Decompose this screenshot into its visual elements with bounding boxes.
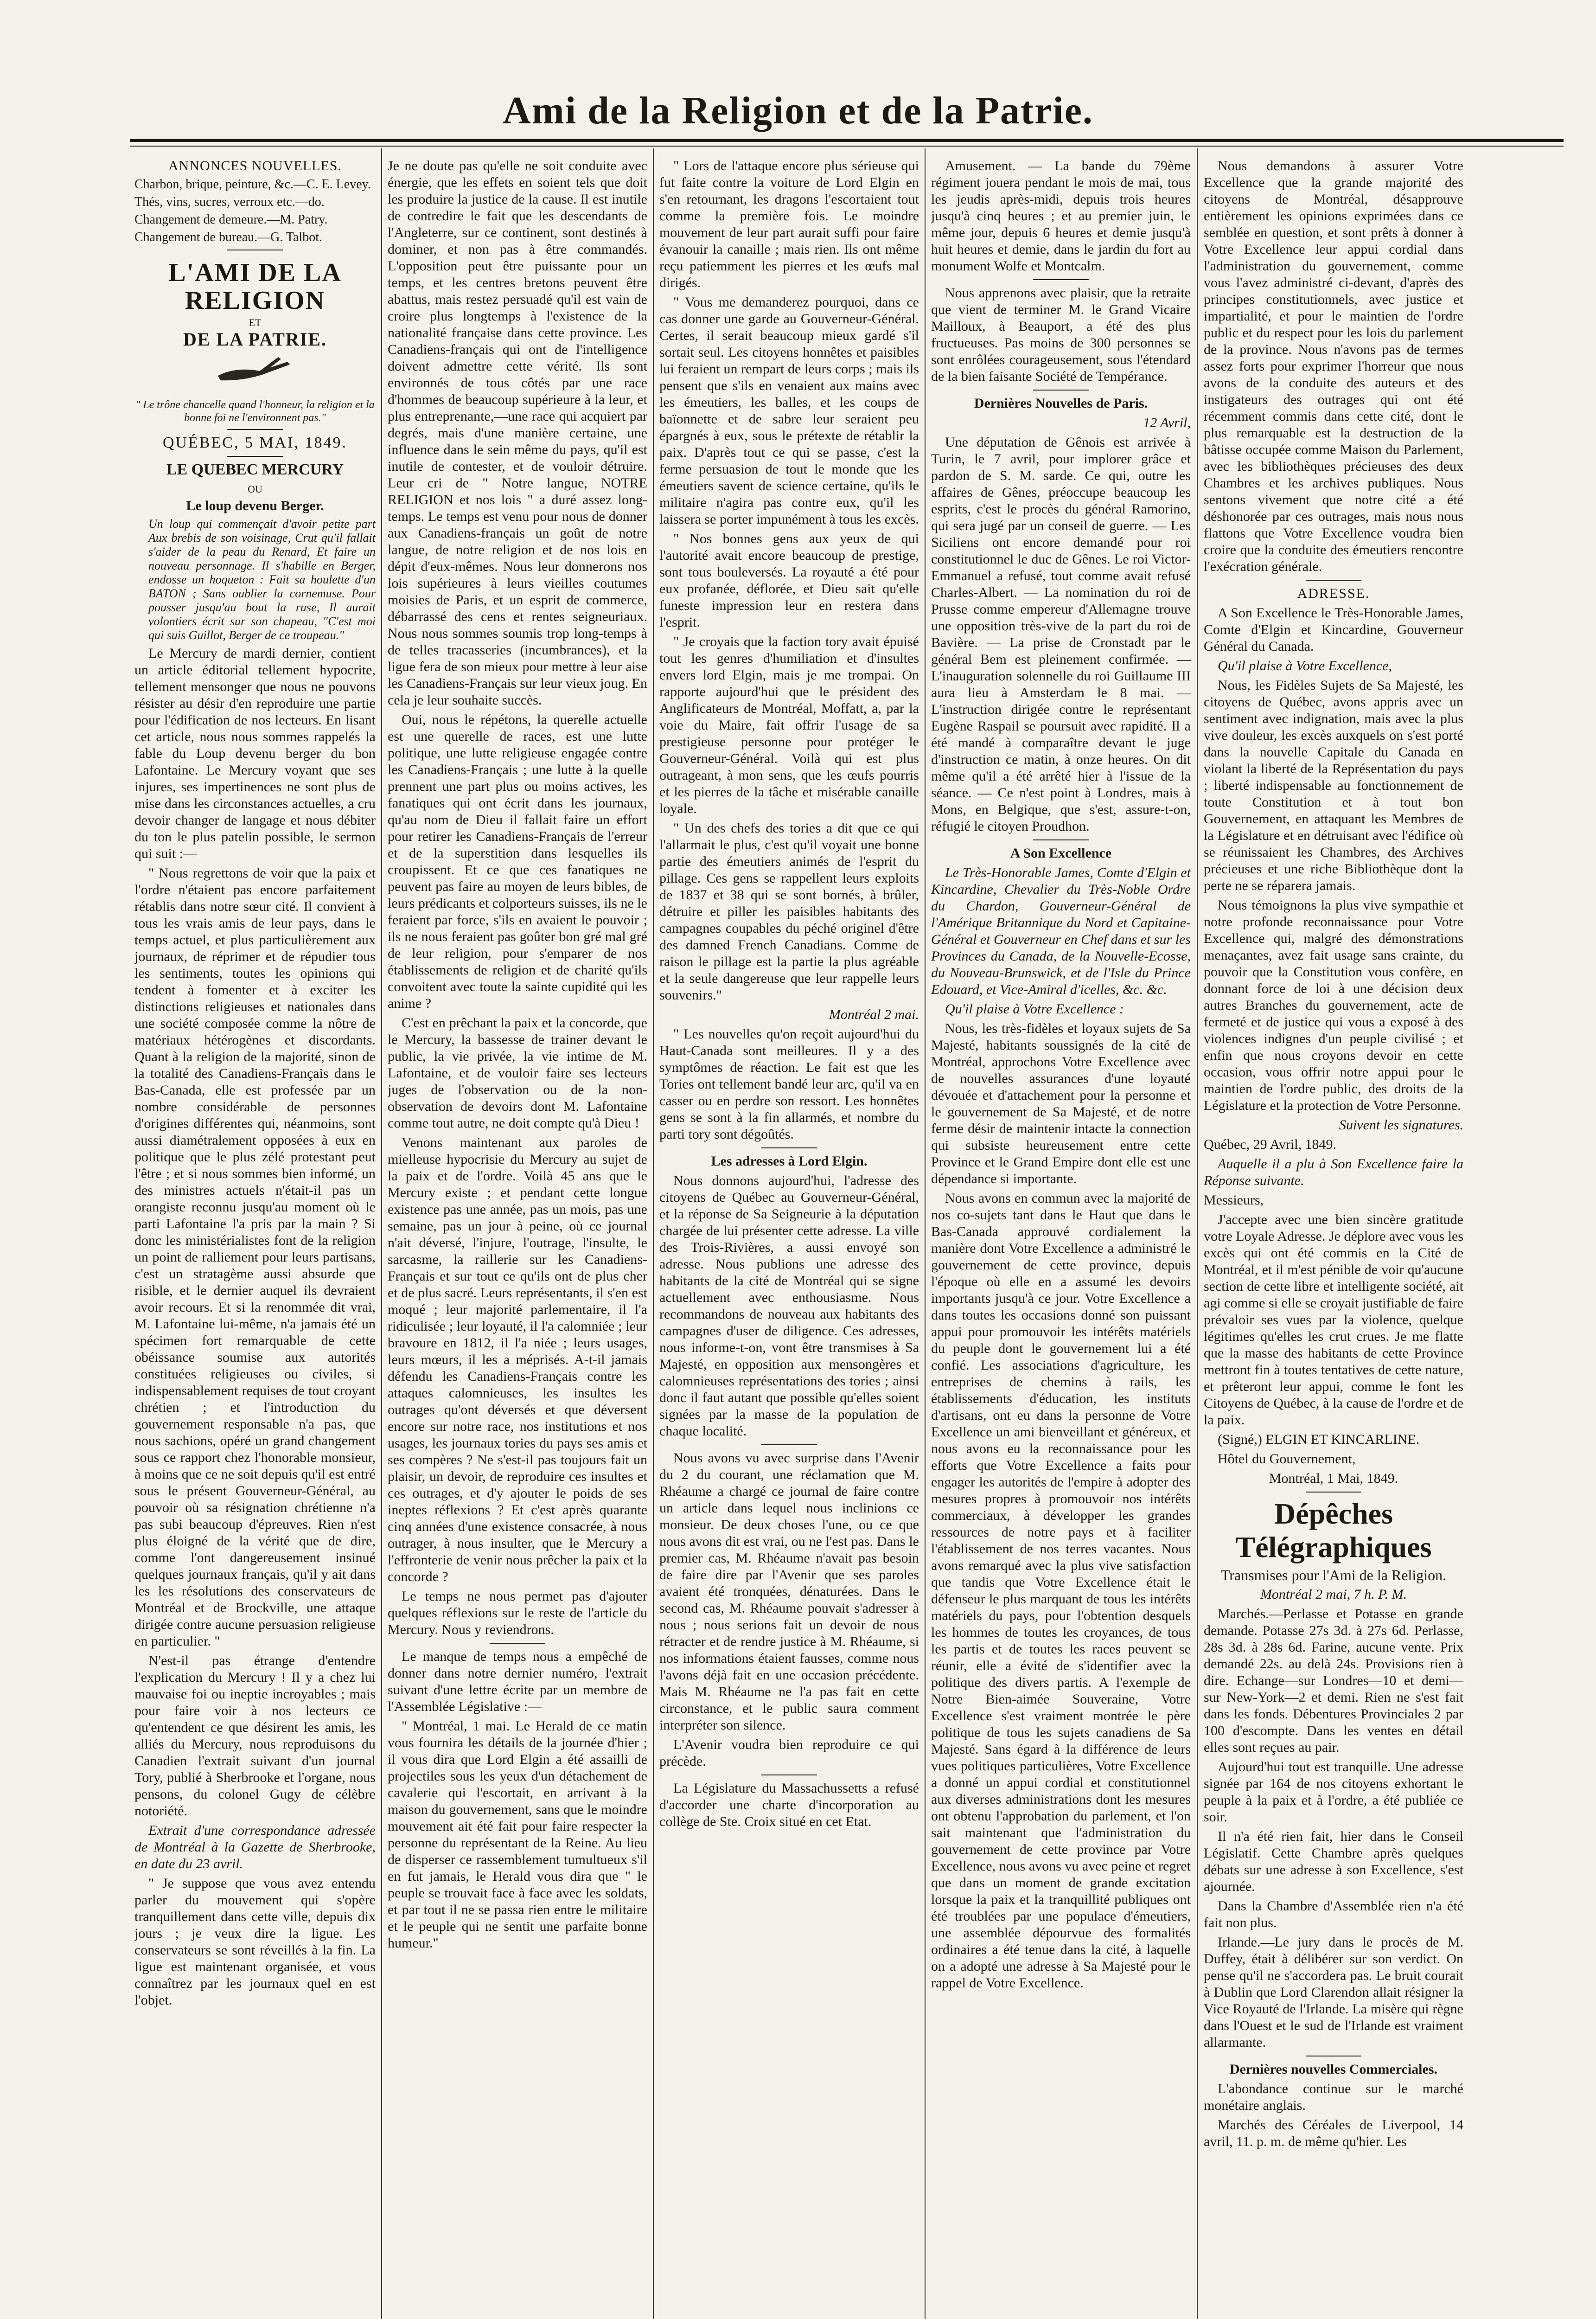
divider bbox=[227, 429, 283, 430]
paragraph: C'est en prêchant la paix et la concorde, que le Mercury, la bassesse de trainer devant le public, la vie privée, la vie intime de M. Lafontaine, et de vouloir faire ses lecteurs juges de l'observation ou de la non-observation de devoirs dont M. Lafontaine comme tout autre, ne doit compte qu'à Dieu ! bbox=[388, 1015, 647, 1131]
nameplate-et: ET bbox=[249, 317, 262, 328]
paragraph: L'Avenir voudra bien reproduire ce qui précède. bbox=[659, 1737, 919, 1769]
depeches-title: Dépêches Télégraphiques bbox=[1235, 1497, 1432, 1563]
fable-poem: Un loup qui commençait d'avoir petite part Aux brebis de son voisinage, Crut qu'il fallait s'aider de la peau du Renard, Et faire un nouveau personnage. Il s'habille en Berger, endosse un hoqueton : Fait sa houlette d'un BATON ; Sans oublier la cornemuse. Pour pousser jusqu'au bout la ruse, Il aurait volontiers écrit sur son chapeau, "C'est moi qui suis Guillot, Berger de ce troupeau." bbox=[148, 517, 376, 642]
reponse-text: J'accepte avec une bien sincère gratitude votre Loyale Adresse. Je déplore avec vous les excès qui ont été commis en la Cité de Montréal, et il m'est pénible de voir qu'aucune section de cette libre et intelligente société, ait agi comme si elle se croyait justifiable de faire prévaloir ses vues par la violence, quelque légitimes qu'elles les crut crues. Je me flatte que la masse des habitants de cette Province mettront fin à toutes tentatives de cette nature, et prêteront leur appui, comme le font les Citoyens de Québec, à la cause de l'ordre et de la paix. bbox=[1204, 1212, 1463, 1428]
column-3 bbox=[659, 158, 919, 2319]
amusement-notice: Amusement. — La bande du 79ème régiment jouera pendant le mois de mai, tous les jeudis après-midi, depuis trois heures jusqu'à cinq heures ; et au premier juin, le même jour, depuis 6 heures et demie jusqu'à huit heures et demie, dans le jardin du fort au monument Wolfe et Montcalm. bbox=[931, 158, 1191, 274]
paragraph: Oui, nous le répétons, la querelle actuelle est une querelle de races, est une lutte politique, une lutte religieuse engagée contre les Canadiens-Français ; une lutte à la quelle prennent une part plus ou moins actives, les fanatiques qui ont écrit dans les journaux, qu'au nom de Dieu il fallait faire un effort pour retirer les Canadiens-Français de l'erreur et de la superstition dans lesquelles ils croupissent. Et ce que ces fanatiques ne peuvent pas faire au moyen de leurs bibles, de leurs prédicants et colporteurs suisses, ils ne le feraient par force, s'ils en avaient le pouvoir ; ils ne nous feraient pas goûter bon gré mal gré de leur religion, pour s'emparer de nos établissements de religion et de charité qu'ils convoitent avec toute la sainte cupidité qui les anime ? bbox=[388, 712, 647, 1011]
reponse-messieurs: Messieurs, bbox=[1204, 1192, 1264, 1208]
divider bbox=[1306, 1492, 1361, 1493]
column-divider bbox=[925, 148, 926, 2319]
paragraph: Nous donnons aujourd'hui, l'adresse des citoyens de Québec au Gouverneur-Général, et la réponse de Sa Seigneurie à la députation chargée de lui présenter cette adresse. La ville des Trois-Rivières, a aussi envoyé son adresse. Nous publions une adresse des habitants de la cité de Montréal qui se signe actuellement avec enthousiasme. Nous recommandons de nouveau aux habitants des campagnes d'user de diligence. Ces adresses, nous informe-t-on, vont être transmises à Sa Majesté, en opposition aux mensongères et calomnieuses représentations des tories ; ainsi donc il faut autant que possible qu'elles soient signées par la masse de la population de chaque localité. bbox=[659, 1173, 919, 1439]
paragraph: " Nos bonnes gens aux yeux de qui l'autorité avait encore beaucoup de prestige, sont tous bouleversés. La royauté a été pour eux profanée, déflorée, et Dieu sait qu'elle funeste impression leur en restera dans l'esprit. bbox=[659, 531, 919, 630]
signature: (Signé,) ELGIN ET KINCARLINE. bbox=[1218, 1432, 1420, 1447]
paragraph: La Législature du Massachussetts a refusé d'accorder une charte d'incorporation au collège de Ste. Croix situé en cet Etat. bbox=[659, 1781, 919, 1829]
paragraph: Nous, les très-fidèles et loyaux sujets de Sa Majesté, habitants soussignés de la cité de Montréal, approchons Votre Excellence avec de nouvelles assurances d'une loyauté dévouée et d'attachement pour la personne et le gouvernement de Sa Majesté, et de notre ferme désir de maintenir intacte la connection qui subsiste heureusement entre cette Province et le Grand Empire dont elle est une dépendance si importante. bbox=[931, 1021, 1191, 1186]
column-divider bbox=[381, 148, 382, 2319]
column-2 bbox=[388, 158, 647, 2319]
masthead-title: Ami de la Religion et de la Patrie. bbox=[503, 89, 1093, 132]
depeches-subtitle: Transmises pour l'Ami de la Religion. bbox=[1220, 1567, 1447, 1583]
excellence-address: Le Très-Honorable James, Comte d'Elgin et Kincardine, Chevalier du Très-Noble Ordre du Chardon, Gouverneur-Général de l'Amérique Britannique du Nord et Capitaine-Général et Gouverneur en Chef dans et sur les Provinces du Canada, de la Nouvelle-Ecosse, du Nouveau-Brunswick, et de l'Isle du Prince Edouard, et Vice-Amiral d'icelles, &c. &c. bbox=[931, 865, 1191, 997]
signature-date: Montréal, 1 Mai, 1849. bbox=[1269, 1471, 1398, 1486]
adresse-suivent: Suivent les signatures. bbox=[1339, 1117, 1463, 1133]
paragraph: Aujourd'hui tout est tranquille. Une adresse signée par 164 de nos citoyens exhortant le peuple à la paix et à l'ordre, a été publiée ce soir. bbox=[1204, 1759, 1463, 1825]
paragraph: " Je suppose que vous avez entendu parler du mouvement qui s'opère tranquillement dans cette ville, depuis dix jours ; je veux dire la ligue. Les conservateurs se sont réveillés à la fin. La ligue est maintenant organisée, et vous connaîtrez par les journaux quel en est l'objet. bbox=[134, 1876, 376, 2008]
divider bbox=[761, 1774, 817, 1775]
motto: " Le trône chancelle quand l'honneur, la religion et la bonne foi ne l'environnent pas." bbox=[135, 399, 375, 424]
adresse-to: A Son Excellence le Très-Honorable James, Comte d'Elgin et Kincardine, Gouverneur Général du Canada. bbox=[1204, 605, 1463, 654]
issue-date: QUÉBEC, 5 MAI, 1849. bbox=[162, 434, 348, 451]
divider bbox=[1306, 580, 1361, 581]
reponse-intro: Auquelle il a plu à Son Excellence faire la Réponse suivante. bbox=[1204, 1156, 1463, 1188]
paragraph: Il n'a été rien fait, hier dans le Conseil Législatif. Cette Chambre après quelques débats sur une adresse à son Excellence, s'est ajournée. bbox=[1204, 1829, 1463, 1894]
paragraph: " Les nouvelles qu'on reçoit aujourd'hui du Haut-Canada sont meilleures. Il y a des symptômes de réaction. Le fait est que les Tories ont tellement bandé leur arc, qu'il va en casser ou en perdre son ressort. Les honnêtes gens se sont à la fin allarmés, et nombre du parti tory sont dégoûtés. bbox=[659, 1026, 919, 1142]
divider bbox=[227, 456, 283, 457]
masthead-rule-thin bbox=[130, 146, 1564, 147]
depeches-date: Montréal 2 mai, 7 h. P. M. bbox=[1260, 1587, 1407, 1602]
paragraph: Je ne doute pas qu'elle ne soit conduite avec énergie, que les effets en soient tels que doit les produire la justice de la cause. Il est inutile de contredire le fait que les descendants de l'Angleterre, sur ce continent, sont destinés à dominer, et non pas à être commandés. L'opposition peut être puissante pour un temps, et les centres bretons peuvent être abattus, mais restez persuadé qu'il est vain de croire plus longtemps à l'existence de la nationalité française dans cette province. Les Canadiens-français qui ont de l'intelligence doivent admettre cette vérité. Ils sont environnés de tous côtés par une race d'hommes de beaucoup supérieure à la leur, et plus entreprenante,—une race qui acquiert par degrés, mais d'une manière certaine, une influence dans le sein même du pays, qu'il est inutile de contester, et de vouloir détruire. Leur cri de " Notre langue, NOTRE RELIGION et nos lois " a duré assez long-temps. Le temps est venu pour nous de donner aux Canadiens-français un goût de notre langue, de notre religion et de nos lois en dépit d'eux-mêmes. Nous leur donnerons nos lois supérieures à leurs vieilles coutumes moisies de Paris, et un esprit de commerce, débarrassé des cens et rentes seigneuriaux. Nous nous sommes soumis trop long-temps à de telles tracasseries (incumbrances), et la ligue fera de son mieux pour mettre à leur aise les Canadiens-Français sur leur vieux joug. En cela je leur souhaite succès. bbox=[388, 158, 647, 708]
paragraph: Marchés.—Perlasse et Potasse en grande demande. Potasse 27s 3d. à 27s 6d. Perlasse, 28s 3d. à 28s 6d. Farine, aucune vente. Prix demandé 22s. au delà 24s. Provisions rien à dire. Echange—sur Londres—10 et demi—sur New-York—2 et demi. Rien ne s'est fait dans les fonds. Débentures Provinciales 2 par 100 d'escompte. Dans les ventes en détail elles sont reçues au pair. bbox=[1204, 1606, 1463, 1755]
paragraph: Nous avons vu avec surprise dans l'Avenir du 2 du courant, une réclamation que M. Rhéaume a chargé ce journal de faire contre un article dans lequel nous inclinions ce monsieur. De deux choses l'une, ou ce que nous avons dit est vrai, ou ne l'est pas. Dans le premier cas, M. Rhéaume n'avait pas besoin de faire dire par l'Avenir que ses paroles avaient été tronquées, dénaturées. Dans le second cas, M. Rhéaume pouvait s'adresser à nous ; nous serions fait un devoir de nous rétracter et de rendre justice à M. Rhéaume, si nos informations étaient fausses, comme nous l'avons déjà fait en une occasion précédente. Mais M. Rhéaume ne l'a pas fait en cette circonstance, et le public saura comment interpréter son silence. bbox=[659, 1450, 919, 1733]
paris-news-title: Dernières Nouvelles de Paris. bbox=[974, 396, 1148, 411]
paragraph: N'est-il pas étrange d'entendre l'explication du Mercury ! Il y a chez lui mauvaise foi ou ineptie incroyables ; mais pour faire voir à nos lecteurs ce qu'entendent ce que désirent les amis, les alliés du Mercury, nous reproduisons du Canadien l'extrait suivant d'un journal Tory, publié à Sherbrooke et l'organe, nous pensons, du colonel Gugy de célèbre notoriété. bbox=[134, 1653, 376, 1819]
masthead-rule bbox=[130, 139, 1564, 142]
paragraph: " Vous me demanderez pourquoi, dans ce cas donner une garde au Gouverneur-Général. Certes, il serait beaucoup mieux gardé s'il sortait seul. Les citoyens honnêtes et paisibles lui feraient un rempart de leurs corps ; mais ils pensent que s'ils en venaient aux mains avec les émeutiers, les balles, et les coups de baïonnette et de sabre leur seraient peu épargnés à eux, sous le prétexte de rétablir la paix. D'après tout ce qui se passe, c'est la ferme persuasion de tout le monde que les émeutiers savent de science certaine, qu'ils le militaire n'agira pas contre eux, qu'il les laissera se porter impunément à tous les excès. bbox=[659, 295, 919, 527]
paragraph: Irlande.—Le jury dans le procès de M. Duffey, était à délibérer sur son verdict. On pense qu'il ne s'accordera pas. Le bruit courait à Dublin que Lord Clarendon allait résigner la Vice Royauté de l'Irlande. La misère qui règne dans l'Ouest et le sud de l'Irlande est vraiment allarmante. bbox=[1204, 1935, 1463, 2050]
paragraph: " Je croyais que la faction tory avait épuisé tout les genres d'humiliation et d'insultes envers lord Elgin, mais je me trompai. On rapporte aujourd'hui que le président des Anglificateurs de Montréal, Moffatt, a, par la voie du Maire, fait offrir l'usage de sa prestigieuse personne pour protéger le Gouverneur-Général. Voilà qui est plus outrageant, à mon sens, que les œufs pourris et les pierres de la tâche et misérable canaille loyale. bbox=[659, 634, 919, 816]
divider bbox=[490, 1643, 545, 1644]
adresse-title: ADRESSE. bbox=[1297, 586, 1370, 601]
paragraph: Nous témoignons la plus vive sympathie et notre profonde reconnaissance pour Votre Excellence qui, malgré des démonstrations menaçantes, avez fait usage sans crainte, du pouvoir que la Constitution vous confère, en donnant force de loi à une décision deux autres Branches du gouvernement, acte de fermeté et de justice qui vous a exposé à des violences indignes d'un peuple civilisé ; et enfin que nous croyons devoir en cette occasion, vous offrir notre appui pour le maintien de l'ordre public, des droits de la Législature et la protection de Votre Personne. bbox=[1204, 897, 1463, 1113]
divider bbox=[761, 1444, 817, 1445]
paragraph: " Lors de l'attaque encore plus sérieuse qui fut faite contre la voiture de Lord Elgin en s'en retournant, les dragons l'escortaient tout comme la première fois. Le moindre mouvement de leur part aurait suffi pour faire évanouir la canaille ; mais rien. Ils ont même reçu patiemment les pierres et les œufs mal dirigés. bbox=[659, 158, 919, 290]
nameplate bbox=[134, 259, 376, 394]
article-title: LE QUEBEC MERCURY bbox=[166, 461, 344, 478]
section-title: Les adresses à Lord Elgin. bbox=[711, 1153, 868, 1169]
divider bbox=[1033, 279, 1089, 280]
paragraph: L'abondance continue sur le marché monétaire anglais. bbox=[1204, 2081, 1463, 2113]
annonce-item: Changement de bureau.—G. Talbot. bbox=[134, 230, 322, 244]
paragraph: Dans la Chambre d'Assemblée rien n'a été fait non plus. bbox=[1204, 1898, 1463, 1930]
dateline: Montréal 2 mai. bbox=[829, 1007, 919, 1022]
column-5 bbox=[1204, 158, 1463, 2319]
signature-place: Hôtel du Gouvernement, bbox=[1218, 1451, 1356, 1467]
column-4 bbox=[931, 158, 1191, 2319]
divider bbox=[1033, 839, 1089, 840]
paragraph: Extrait d'une correspondance adressée de Montréal à la Gazette de Sherbrooke, en date du 23 avril. bbox=[134, 1823, 376, 1871]
annonces-title: ANNONCES NOUVELLES. bbox=[168, 158, 342, 173]
commerce-title: Dernières nouvelles Commerciales. bbox=[1230, 2062, 1437, 2077]
temperance-notice: Nous apprenons avec plaisir, que la retraite que vient de terminer M. le Grand Vicaire Mailloux, à Beauport, a été des plus fructueuses. Pas moins de 300 personnes se sont enrôlées courageusement, sous l'étendard de la bien faisante Société de Tempérance. bbox=[931, 285, 1191, 384]
divider bbox=[1033, 390, 1089, 391]
paragraph: Le temps ne nous permet pas d'ajouter quelques réflexions sur le reste de l'article du Mercury. Nous y reviendrons. bbox=[388, 1589, 647, 1637]
adresse-plaise: Qu'il plaise à Votre Excellence, bbox=[1218, 658, 1392, 673]
article-ou: OU bbox=[248, 483, 262, 495]
nameplate-title: L'AMI DE LA RELIGION bbox=[168, 258, 342, 315]
paris-news-text: Une députation de Gênois est arrivée à Turin, le 7 avril, pour implorer grâce et pardon de S. M. sarde. Ce qui, outre les affaires de Gênes, préoccupe beaucoup les esprits, c'est le procès du général Ramorino, qui sera jugé par un conseil de guerre. — Les Siciliens ont encore demandé pour roi constitutionnel le duc de Gênes. Le roi Victor-Emmanuel a refusé, tout comme avait refusé Charles-Albert. — La nomination du roi de Prusse comme empereur d'Allemagne trouve une opposition très-vive de la part du roi de Bavière. — La prise de Cronstadt par le général Bem est pleinement confirmée. — L'inauguration solennelle du roi Guillaume III aura lieu à Amsterdam le 8 mai. — L'instruction dirigée contre le représentant Eugène Raspail se poursuit avec rapidité. Il a été mandé à comparaître devant le juge d'instruction ce matin, à onze heures. On dit même qu'il a été arrêté hier à l'issue de la séance. — Ce n'est point à Londres, mais à Mons, en Belgique, que s'est, assure-t-on, réfugié le citoyen Proudhon. bbox=[931, 435, 1191, 834]
annonce-item: Changement de demeure.—M. Patry. bbox=[134, 212, 328, 227]
paragraph: " Montréal, 1 mai. Le Herald de ce matin vous fournira les détails de la journée d'hier ; il vous dira que Lord Elgin a été assailli de projectiles sous les yeux d'un détachement de cavalerie qui l'escortait, en arrivant à la maison du gouvernement, sans que le moindre mouvement ait été fait pour faire respecter la personne du représentant de la Reine. Au lieu de disperser ce rassemblement tumultueux s'il en fut jamais, le Herald vous dira que " le peuple se trouvait face à face avec les soldats, et par tout il ne se passa rien entre le militaire et le peuple qui ne sentit une parfaite bonne humeur." bbox=[388, 1718, 647, 1951]
annonce-item: Charbon, brique, peinture, &c.—C. E. Levey. bbox=[134, 177, 371, 192]
quill-hand-icon bbox=[209, 348, 301, 390]
paragraph: " Un des chefs des tories a dit que ce qui l'allarmait le plus, c'est qu'il voyait une bonne partie des émeutiers animés de l'esprit du pillage. Ces gens se rappellent leurs exploits de 1837 et 38 qui se sont bornés, à brûler, détruire et piller les paisibles habitants des campagnes coupables du péché originel d'être des damned French Canadians. Comme de raison le pillage est la partie la plus agréable et la seule dangereuse que leur rappelle leurs souvenirs." bbox=[659, 820, 919, 1003]
column-divider bbox=[1197, 148, 1198, 2319]
excellence-title: A Son Excellence bbox=[1010, 846, 1112, 861]
paragraph: Le Mercury de mardi dernier, contient un article éditorial tellement hypocrite, tellement mensonger que nous ne pouvons résister au désir d'en reproduire une partie pour l'édification de nos lecteurs. En lisant cet article, nous nous sommes rappelés la fable du Loup devenu berger du bon Lafontaine. Le Mercury voyant que ses injures, ses impertinences ne sont plus de mise dans les circonstances actuelles, a cru devoir changer de langage et nous débiter du ton le plus patelin possible, le sermon qui suit :— bbox=[134, 646, 376, 861]
paragraph: Nous demandons à assurer Votre Excellence que la grande majorité des citoyens de Montréal, désapprouve entièrement les opinions exprimées dans ce semblée en question, et sont prêts à donner à Votre Excellence leur appui cordial dans l'administration du gouvernement, comme vous l'avez administré ci-devant, d'après des principes constitutionnels, avec justice et impartialité, et pour le maintien de l'ordre public et du respect pour les lois du parlement de la province. Nous n'avons pas de termes assez forts pour exprimer l'horreur que nous avons de la conduite des auteurs et des instigateurs des outrages qui ont été récemment commis dans cette cité, dont le plus remarquable est la destruction de la bâtisse occupée comme Maison du Parlement, avec les bibliothèques précieuses des deux Chambres et les archives publiques. Nous sentons vivement que notre cité a été déshonorée par ces outrages, mais nous nous flattons que Votre Excellence voudra bien croire que la conduite des émeutiers rencontre l'exécration générale. bbox=[1204, 158, 1463, 574]
article-subtitle: Le loup devenu Berger. bbox=[186, 498, 324, 513]
paragraph: Marchés des Céréales de Liverpool, 14 avril, 11. p. m. de même qu'hier. Les bbox=[1204, 2117, 1463, 2149]
paragraph: Nous avons en commun avec la majorité de nos co-sujets tant dans le Haut que dans le Bas-Canada approuvé cordialement la manière dont Votre Excellence a administré le gouvernement de cette province, depuis l'époque où elle en a assumé les devoirs importants jusqu'à ce jour. Votre Excellence a dans toutes les occasions donné son puissant appui pour promouvoir les intérêts matériels du peuple dont le gouvernement lui a été confié. Les associations d'agriculture, les entreprises de chemins à rails, les établissements d'éducation, les instituts d'artisans, ont eu dans la personne de Votre Excellence un ami bienveillant et généreux, et nous avons eu la reconnaissance pour les efforts que Votre Excellence a faits pour engager les autorités de l'empire à adopter des mesures propres à promouvoir nos intérêts commerciaux, à développer les grandes ressources de notre pays et à faciliter l'établissement de nos terres vacantes. Nous avons remarqué avec la plus vive satisfaction que tandis que Votre Excellence était le défenseur le plus marquant de tous les intérêts matériels du pays, pour l'obtention desquels les hommes de toutes les croyances, de tous les partis et de toutes les races peuvent se réunir, elle a évité de s'identifier avec la politique des divers partis. A l'exemple de Notre Bien-aimée Souveraine, Votre Excellence s'est vraiment montrée le père politique de tous les sujets canadiens de Sa Majesté. Sans égard à la différence de leurs vues politiques particulières, Votre Excellence a donné un appui cordial et constitutionnel aux diverses administrations dont les mesures ont obtenu l'approbation du parlement, et l'on sait maintenant que l'administration du gouvernement de cette province par Votre Excellence, nous avons vu avec peine et regret que dans un moment de grande excitation lorsque la paix et la tranquillité publiques ont été troublées par une populace d'émeutiers, une assemblée dépourvue des formalités ordinaires a été tenue dans la cité, à laquelle on a adopté une adresse à Sa Majesté pour le rappel de Votre Excellence. bbox=[931, 1191, 1191, 1991]
column-divider bbox=[653, 148, 654, 2319]
paragraph: Nous, les Fidèles Sujets de Sa Majesté, les citoyens de Québec, avons appris avec un sentiment avec indignation, mais avec la plus vive douleur, les excès auxquels on s'est porté dans la nouvelle Capitale du Canada en violant la liberté de la Représentation du pays ; liberté indispensable au fonctionnement de toute Constitution et à tout bon Gouvernement, en attaquant les Membres de la Législature et en détruisant avec l'édifice où se réunissaient les Chambres, des Archives précieuses et une riche Bibliothèque dont la perte ne se réparera jamais. bbox=[1204, 678, 1463, 893]
nameplate-patrie: DE LA PATRIE. bbox=[183, 329, 327, 350]
paragraph: " Nous regrettons de voir que la paix et l'ordre n'étaient pas encore parfaitement rétablis dans notre sœur cité. Il convient à tous les vrais amis de leur pays, dans le temps actuel, et plus particulièrement aux journaux, de réprimer et de répudier tous les sentiments, toutes les opinions qui tendent à fomenter et à exciter les distinctions religieuses et nationales dans une société composée comme la nôtre de matériaux hétérogènes et discordants. Quant à la religion de la majorité, sinon de la totalité des Canadiens-Français dans le Bas-Canada, elle est professée par un nombre considérable de personnes d'origines différentes qui, néanmoins, sont aussi diamétralement opposées à eux en politique que le plus zélé protestant peut l'être ; et si nous sommes bien informé, un des ministres actuels n'était-il pas un orangiste reconnu jusqu'au moment où le parti Lafontaine l'a pris par la main ? Si donc les ministérialistes font de la religion un point de ralliement pour leurs partisans, c'est un stratagème aussi absurde que risible, et le dernier auquel ils devraient avoir recours. Et si la renommée dit vrai, M. Lafontaine lui-même, n'a jamais été un spécimen fort remarquable de cette obéissance soumise aux autorités constituées religieuses ou civiles, si indispensablement requises de tout croyant chrétien ; et l'introduction du gouvernement responsable n'a pas, que nous sachions, opéré un grand changement sous ce rapport chez l'honorable monsieur, à moins que ce ne soit depuis qu'il est entré sous le présent Gouverneur-Général, au pouvoir où sa résignation chrétienne n'a pas subi beaucoup d'épreuves. Rien n'est plus éloigné de la vérité que de dire, comme l'ont dangereusement insinué quelques journaux français, qu'il y ait dans les les résolutions des conservateurs de Montréal et de Brockville, une attaque dirigée contre aucune persuasion religieuse en particulier. " bbox=[134, 865, 376, 1649]
masthead bbox=[0, 0, 1596, 139]
paragraph: Le manque de temps nous a empêché de donner dans notre dernier numéro, l'extrait suivant d'une lettre écrite par un membre de l'Assemblée Législative :— bbox=[388, 1649, 647, 1714]
paris-news-date: 12 Avril, bbox=[1143, 415, 1191, 430]
annonce-item: Thés, vins, sucres, verroux etc.—do. bbox=[134, 195, 325, 209]
excellence-plaise: Qu'il plaise à Votre Excellence : bbox=[945, 1001, 1124, 1017]
paragraph: Venons maintenant aux paroles de mielleuse hypocrisie du Mercury au sujet de la paix et de l'ordre. Voilà 45 ans que le Mercury existe ; et pendant cette longue existence pas une année, pas un mois, pas une semaine, pas un jour à peine, où ce journal n'ait déversé, l'injure, l'outrage, l'insulte, le sarcasme, la raillerie sur les Canadiens-Français et sur tout ce qu'ils ont de plus cher et de plus sacré. Leurs représentants, il s'en est moqué ; leur majorité parlementaire, il l'a ridiculisée ; leur loyauté, il l'a calomniée ; leur bravoure en 1812, il l'a niée ; leurs usages, leurs mœurs, il les a méprisés. A-t-il jamais défendu les Canadiens-Français contre les attaques calomnieuses, les insultes les outrages qu'ont déversés et que déversent encore sur notre race, nos institutions et nos usages, les journaux tories du pays ses amis et ses compères ? Ne s'est-il pas toujours fait un plaisir, un devoir, de reproduire ces insultes et ces outrages, et d'y ajouter le poids de ses ineptes réflexions ? Et c'est après quarante cinq années d'une existence consacrée, à nous outrager, à nous insulter, que le Mercury a l'effronterie de venir nous prêcher la paix et la concorde ? bbox=[388, 1135, 647, 1584]
column-1 bbox=[134, 158, 376, 2319]
divider bbox=[761, 1147, 817, 1148]
adresse-date: Québec, 29 Avril, 1849. bbox=[1204, 1137, 1337, 1152]
